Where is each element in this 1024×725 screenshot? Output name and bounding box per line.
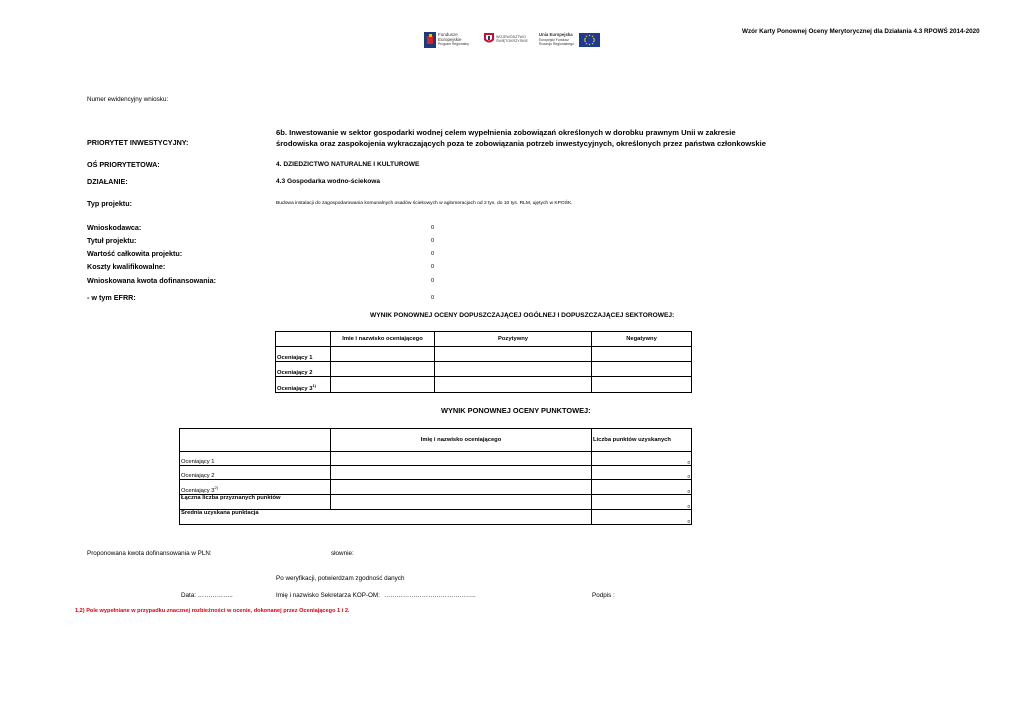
table-header-cell [276,332,331,347]
region-line1: WOJEWÓDZTWO [496,35,526,39]
table-row [276,347,692,362]
table-row [180,466,692,480]
row-label [180,510,331,525]
wnioskodawca-value: 0 [431,225,435,231]
tytul-projektu-value: 0 [431,238,435,244]
pozytywny-cell[interactable] [435,377,592,393]
oceniajacy-name-cell[interactable] [331,466,592,480]
weryfikacja-text: Po weryfikacji, potwierdzam zgodność danych [276,575,405,582]
oceniajacy-name-cell[interactable] [331,362,435,377]
table-header-row [276,332,692,347]
typ-projektu-value: Budowa instalacji do zagospodarowania komunalnych osadów ściekowych w aglomeracjach od 2 tys. do 10 tys. RLM, ujętych w KPOŚK. [276,201,573,206]
row-label-text: Łączna liczba przyznanych punktów [181,495,281,501]
sekretarz-field[interactable]: …………………………………….. [384,592,476,599]
eu-flag-icon [579,33,600,47]
pozytywny-cell[interactable] [435,362,592,377]
dzialanie-label: DZIAŁANIE: [87,177,128,186]
punkty-cell[interactable]: 0 [592,452,692,466]
priorytet-value [276,128,766,149]
row-label [180,480,331,495]
numer-ewidencyjny-label: Numer ewidencyjny wniosku: [87,96,169,103]
table-row [180,495,692,510]
row-label [276,377,331,393]
punkty-cell[interactable]: 0 [592,466,692,480]
koszty-kwalifikowalne-label: Koszty kwalifikowalne: [87,262,166,271]
oceniajacy-name-cell[interactable] [331,452,592,466]
empty-cell [331,510,592,525]
dopuszczajaca-table [275,331,692,393]
document-title: Wzór Karty Ponownej Oceny Merytorycznej dla Działania 4.3 RPOWŚ 2014-2020 [742,28,980,35]
os-priorytetowa-value: 4. DZIEDZICTWO NATURALNE I KULTUROWE [276,161,420,168]
fe-line1: Fundusze [438,32,458,37]
wartosc-calkowita-value: 0 [431,251,435,257]
oceniajacy-name-cell[interactable] [331,495,592,510]
koszty-kwalifikowalne-value: 0 [431,264,435,270]
table-header-cell: Imię i nazwisko oceniającego [331,429,592,452]
row-label-text: Oceniający 1 [181,459,215,465]
table-row [180,452,692,466]
table1-title: WYNIK PONOWNEJ OCENY DOPUSZCZAJĄCEJ OGÓLNEJ I DOPUSZCZAJĄCEJ SEKTOROWEJ: [370,312,675,319]
dzialanie-value: 4.3 Gospodarka wodno-ściekowa [276,178,381,185]
pozytywny-cell[interactable] [435,347,592,362]
table-header-cell [180,429,331,452]
swietokrzyskie-logo [484,33,529,47]
row-label [180,495,331,510]
row-label-text: Oceniający 1 [277,355,313,361]
row-label [180,452,331,466]
row-label [276,362,331,377]
priorytet-line2: środowiska oraz zaspokojenia wykraczających poza te zobowiązania potrzeb inwestycyjnych, określonych przez państwa członkowskie [276,138,766,148]
eu-line2: Europejski Fundusz [539,37,569,42]
row-label-sup: 2) [214,485,219,491]
negatywny-cell[interactable] [592,362,692,377]
oceniajacy-name-cell[interactable] [331,377,435,393]
slownie-label: słownie: [331,550,354,557]
row-label-text: Oceniający 2 [181,473,215,479]
efrr-label: - w tym EFRR: [87,293,136,302]
eu-line3: Rozwoju Regionalnego [539,42,574,47]
oceniajacy-name-cell[interactable] [331,347,435,362]
table-row [276,362,692,377]
punkty-cell[interactable]: 0 [592,495,692,510]
negatywny-cell[interactable] [592,347,692,362]
row-label-text: Oceniający 3 [181,488,215,494]
data-field[interactable]: Data: …………….. [181,592,233,599]
fe-line2: Europejskie [438,37,462,42]
unia-europejska-logo [539,32,601,48]
row-label [180,466,331,480]
row-label [276,347,331,362]
row-label-text: Oceniający 2 [277,370,313,376]
fe-line3: Program Regionalny [438,42,469,46]
row-label-text: Średnia uzyskana punktacja [181,510,259,516]
region-line2: ŚWIĘTOKRZYSKIE [496,39,528,44]
wnioskowana-kwota-value: 0 [431,278,435,284]
punkty-cell[interactable]: 0 [592,510,692,525]
wnioskowana-kwota-label: Wnioskowana kwota dofinansowania: [87,276,216,285]
fundusze-europejskie-logo [424,31,474,49]
typ-projektu-label: Typ projektu: [87,199,132,208]
priorytet-label: PRIORYTET INWESTYCYJNY: [87,138,189,147]
eu-line1: Unia Europejska [539,32,573,37]
row-label-text: Oceniający 3 [277,386,313,392]
table-row [180,510,692,525]
proponowana-kwota-label: Proponowana kwota dofinansowania w PLN: [87,550,212,557]
priorytet-line1: 6b. Inwestowanie w sektor gospodarki wodnej celem wypełnienia zobowiązań określonych w dorobku prawnym Unii w zakresie [276,128,736,137]
efrr-value: 0 [431,295,435,301]
os-priorytetowa-label: OŚ PRIORYTETOWA: [87,160,160,169]
oceniajacy-name-cell[interactable] [331,480,592,495]
wartosc-calkowita-label: Wartość całkowita projektu: [87,249,183,258]
table-header-cell: Negatywny [592,332,692,347]
row-label-sup: 1) [312,383,317,389]
table-row [180,480,692,495]
punktowa-table [179,428,692,525]
negatywny-cell[interactable] [592,377,692,393]
tytul-projektu-label: Tytuł projektu: [87,236,137,245]
podpis-label: Podpis : [592,592,615,599]
table-row [276,377,692,393]
table-header-cell: Imie i nazwisko oceniającego [331,332,435,347]
table2-title: WYNIK PONOWNEJ OCENY PUNKTOWEJ: [441,406,591,415]
table-header-cell: Pozytywny [435,332,592,347]
wnioskodawca-label: Wnioskodawca: [87,223,142,232]
punkty-cell[interactable]: 0 [592,480,692,495]
table-header-row [180,429,692,452]
sekretarz-label: Imię i nazwisko Sekretarza KOP-OM: [276,592,380,599]
table-header-cell: Liczba punktów uzyskanych [592,429,692,452]
footnote: 1,2) Pole wypełniane w przypadku znacznej rozbieżności w ocenie, dokonanej przez Oceniającego 1 i 2. [75,608,350,614]
